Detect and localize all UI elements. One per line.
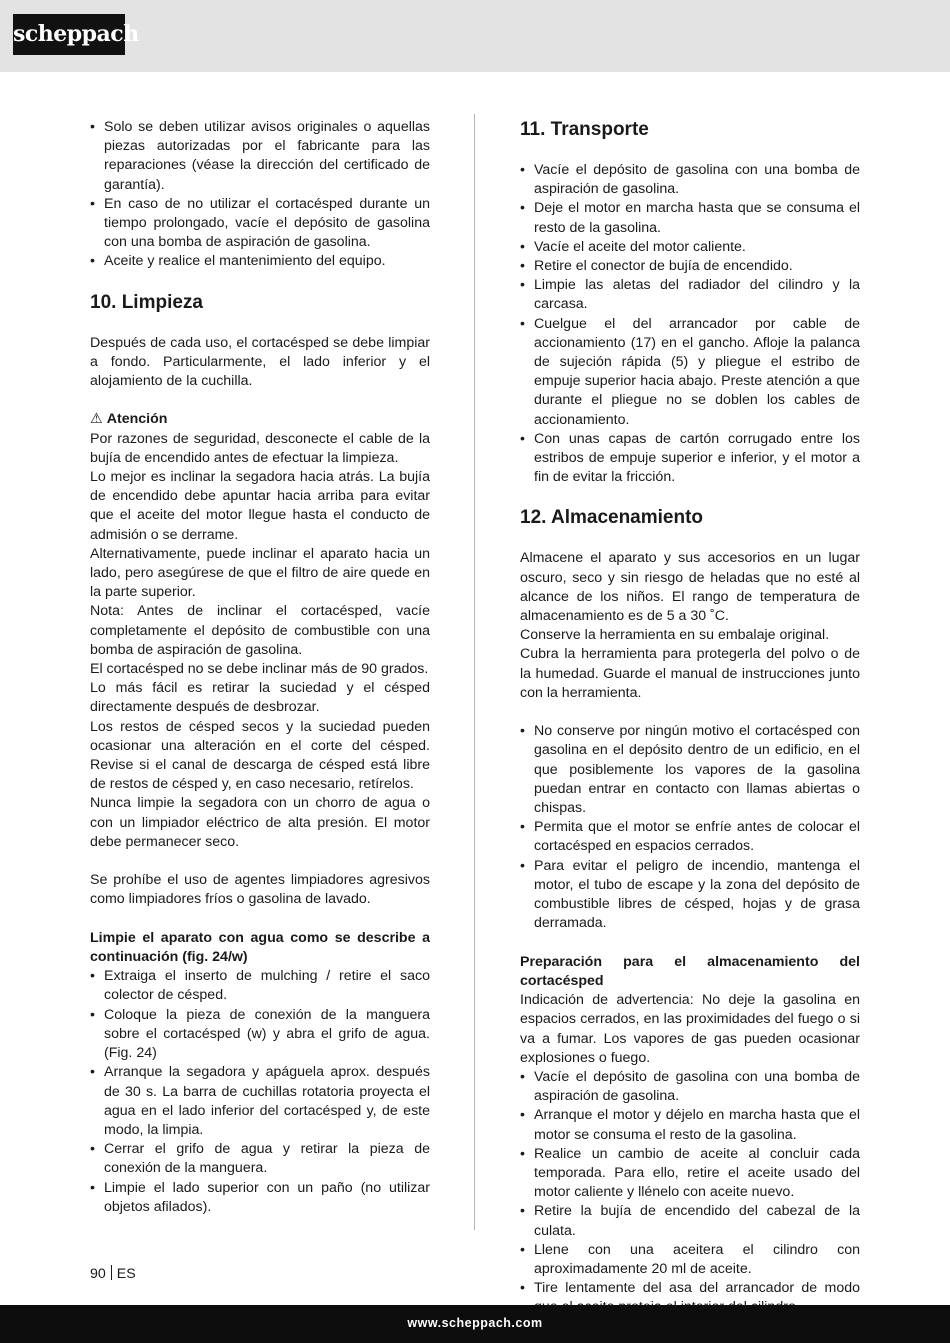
intro-bullet-list (90, 118, 430, 272)
storage-paragraph: Almacene el aparato y sus accesorios en un lugar oscuro, seco y sin riesgo de heladas que no esté al alcance de los niños. El rango de temperatura de almacenamiento es de 5 a 30 ˚C. (520, 550, 860, 625)
page-number: 90 (90, 1266, 106, 1282)
list-item: • Para evitar el peligro de incendio, mantenga el motor, el tubo de escape y la zona del depósito de combustible libres de césped, hojas y de grasa derramada. (520, 857, 860, 934)
list-item: • Llene con una aceitera el cilindro con aproximadamente 20 ml de aceite. (520, 1241, 860, 1279)
storage-prep-warning: Indicación de advertencia: No deje la gasolina en espacios cerrados, en las proximidades del fuego o si va a fumar. Los vapores de gas pueden ocasionar explosiones o fuego. (520, 992, 860, 1066)
list-item: • Arranque la segadora y apáguela aprox. después de 30 s. La barra de cuchillas rotatoria proyecta el agua en el lado inferior del cortacésped y, de este modo, la limpia. (90, 1063, 430, 1140)
limpieza-intro: Después de cada uso, el cortacésped se debe limpiar a fondo. Particularmente, el lado inferior y el alojamiento de la cuchilla. (90, 334, 430, 390)
list-item: • Limpie el lado superior con un paño (no utilizar objetos afilados). (90, 1179, 430, 1217)
right-column (520, 118, 860, 1337)
list-item: • Aceite y realice el mantenimiento del equipo. (90, 252, 430, 271)
list-item: • Arranque el motor y déjelo en marcha hasta que el motor se consuma el resto de la gasolina. (520, 1106, 860, 1144)
website-url: www.scheppach.com (407, 1316, 543, 1330)
list-item: • Realice un cambio de aceite al concluir cada temporada. Para ello, retire el aceite usado del motor caliente y llénelo con aceite nuevo. (520, 1145, 860, 1203)
list-item: • Vacíe el depósito de gasolina con una bomba de aspiración de gasolina. (520, 1068, 860, 1106)
storage-paragraph: Cubra la herramienta para protegerla del polvo o de la humedad. Guarde el manual de instrucciones junto con la herramienta. (520, 646, 860, 701)
agents-paragraph: Se prohíbe el uso de agentes limpiadores agresivos como limpiadores fríos o gasolina de lavado. (90, 872, 430, 908)
attention-paragraph: Por razones de seguridad, desconecte el cable de la bujía de encendido antes de efectuar la limpieza. (90, 430, 430, 466)
footer-band (0, 1305, 950, 1343)
divider (111, 1265, 112, 1280)
left-column (90, 118, 430, 1217)
water-cleaning-heading: Limpie el aparato con agua como se describe a continuación (fig. 24/w) (90, 929, 430, 966)
language-code: ES (116, 1266, 136, 1282)
list-item: • Coloque la pieza de conexión de la manguera sobre el cortacésped (w) y abra el grifo de agua. (Fig. 24) (90, 1006, 430, 1064)
list-item: • Cuelgue el del arrancador por cable de accionamiento (17) en el gancho. Afloje la palanca de sujeción rápida (5) y pliegue el estribo de empuje superior hacia abajo. Preste atención a que durante el pliegue no se doblen los cables de accionamiento. (520, 315, 860, 430)
attention-heading (90, 410, 430, 429)
list-item: • Tire lentamente del asa del arrancador de modo (520, 1279, 860, 1317)
water-cleaning-list (90, 967, 430, 1217)
storage-prep-heading: Preparación para el almacenamiento del cortacésped (520, 953, 860, 989)
list-item: • Cerrar el grifo de agua y retirar la pieza de conexión de la manguera. (90, 1140, 430, 1178)
section-title-limpieza: 10. Limpieza (90, 291, 203, 313)
attention-paragraph: Lo mejor es inclinar la segadora hacia atrás. La bujía de encendido debe apuntar hacia arriba para evitar que el aceite del motor llegue hasta el conducto de admisión o se derrame. (90, 469, 430, 543)
list-item: • Retire la bujía de encendido del cabezal de la culata. (520, 1202, 860, 1240)
section-title-almacenamiento: 12. Almacenamiento (520, 507, 704, 529)
list-item: • Solo se deben utilizar avisos originales o aquellas piezas autorizadas por el fabricante para las reparaciones (véase la dirección del certificado de garantía). (90, 118, 430, 195)
list-item: • Deje el motor en marcha hasta que se consuma el resto de la gasolina. (520, 199, 860, 237)
attention-paragraph: Nota: Antes de inclinar el cortacésped, vacíe completamente el depósito de combustible con una bomba de aspiración de gasolina. (90, 603, 430, 658)
page-number-block (90, 1265, 136, 1284)
attention-paragraph: Lo más fácil es retirar la suciedad y el césped directamente después de desbrozar. (90, 680, 430, 716)
list-item: • Retire el conector de bujía de encendido. (520, 257, 860, 276)
header-band (0, 0, 950, 72)
storage-list (520, 722, 860, 933)
scheppach-logo: scheppach (13, 14, 125, 55)
warning-triangle-icon: ⚠ (90, 411, 103, 428)
storage-paragraph: Conserve la herramienta en su embalaje original. (520, 627, 830, 644)
list-item: • Con unas capas de cartón corrugado entre los estribos de empuje superior e inferior, y el motor a fin de evitar la fricción. (520, 430, 860, 488)
list-item: • No conserve por ningún motivo el cortacésped con gasolina en el depósito dentro de un edificio, en el que posiblemente los vapores de la gasolina puedan entrar en contacto con llamas abiertas o chispas. (520, 722, 860, 818)
attention-label: Atención (106, 411, 168, 428)
list-item: • Permita que el motor se enfríe antes de colocar el cortacésped en espacios cerrados. (520, 818, 860, 856)
list-item: • Limpie las aletas del radiador del cilindro y la carcasa. (520, 276, 860, 314)
attention-paragraph: Nunca limpie la segadora con un chorro de agua o con un limpiador eléctrico de alta presión. El motor debe permanecer seco. (90, 795, 430, 850)
storage-prep-list (520, 1068, 860, 1337)
attention-paragraph: Alternativamente, puede inclinar el aparato hacia un lado, pero asegúrese de que el filtro de aire quede en la parte superior. (90, 545, 430, 601)
attention-paragraph: Los restos de césped secos y la suciedad pueden ocasionar una alteración en el corte del césped. Revise si el canal de descarga de césped está libre de restos de césped y, en caso necesario, retírelos. (90, 718, 430, 793)
list-item: • Vacíe el depósito de gasolina con una bomba de aspiración de gasolina. (520, 161, 860, 199)
transport-list (520, 161, 860, 487)
column-divider (474, 114, 475, 1230)
attention-paragraph: El cortacésped no se debe inclinar más de 90 grados. (90, 661, 429, 678)
list-item: • En caso de no utilizar el cortacésped durante un tiempo prolongado, vacíe el depósito de gasolina con una bomba de aspiración de gasolina. (90, 195, 430, 253)
section-title-transporte: 11. Transporte (520, 119, 649, 140)
list-item: • Extraiga el inserto de mulching / retire el saco colector de césped. (90, 967, 430, 1005)
list-item: • Vacíe el aceite del motor caliente. (520, 238, 860, 257)
